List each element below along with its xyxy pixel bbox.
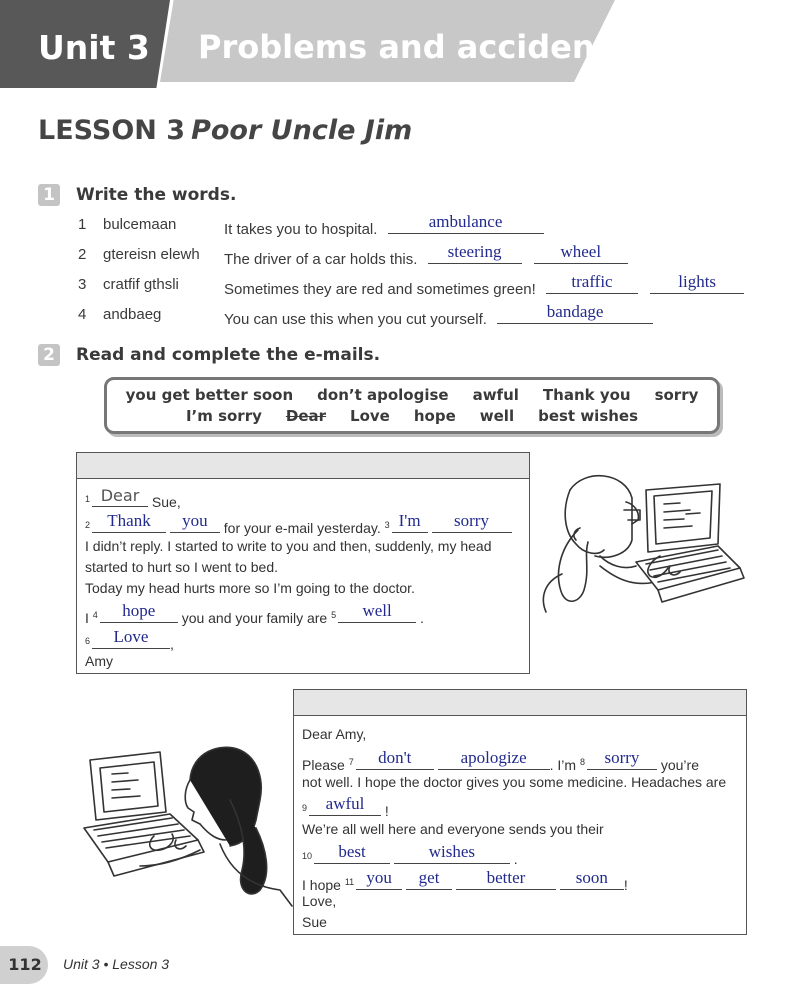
- answer-blank[interactable]: [456, 868, 556, 890]
- clue: The driver of a car holds this.: [224, 251, 418, 268]
- email-line: $^1$ Dear Sue,: [85, 486, 181, 510]
- answer-blank[interactable]: [438, 748, 550, 770]
- answer-blank[interactable]: [394, 842, 510, 864]
- unit-title: Problems and accidents: [198, 28, 629, 66]
- word-bank-item: Love: [350, 407, 390, 425]
- girl-typing-laptop-illustration: [80, 740, 295, 910]
- exercise-2-title: Read and complete the e-mails.: [76, 345, 381, 365]
- email-from-sue: [293, 689, 747, 935]
- email-from-amy: [76, 452, 530, 674]
- word-bank-item: best wishes: [538, 407, 639, 425]
- answer: sorry: [604, 748, 640, 767]
- answer-blank[interactable]: [388, 212, 544, 234]
- answer-blank[interactable]: [100, 601, 178, 623]
- email-line: Amy: [85, 653, 113, 669]
- answer-blank[interactable]: [170, 511, 220, 533]
- word-bank-item: well: [479, 407, 515, 425]
- scrambled-word: gtereisn elewh: [103, 246, 200, 263]
- answer-blank[interactable]: [392, 511, 428, 533]
- email-header-bar: [294, 690, 746, 716]
- footer-text: Unit 3 • Lesson 3: [63, 956, 170, 972]
- answer-blank[interactable]: [356, 868, 402, 890]
- answer: well: [362, 601, 392, 620]
- answer: you: [366, 868, 392, 887]
- answer: don't: [378, 748, 412, 767]
- answer: traffic: [571, 272, 613, 291]
- answer: Love: [113, 627, 149, 646]
- email-line: I $^4$ hope you and your family are $^5$ well .: [85, 601, 424, 626]
- word-bank-item: hope: [413, 407, 456, 425]
- answer-blank[interactable]: [309, 794, 381, 816]
- answer-blank[interactable]: [314, 842, 390, 864]
- answer: wheel: [560, 242, 602, 261]
- email-line: $^{10}$ best wishes .: [302, 842, 518, 867]
- answer: I'm: [398, 511, 421, 530]
- answer: lights: [678, 272, 717, 291]
- email-line: We’re all well here and everyone sends you their: [302, 821, 604, 837]
- answer: better: [486, 868, 526, 887]
- exercise-2-number: 2: [38, 344, 60, 366]
- email-line: started to hurt so I went to bed.: [85, 559, 278, 575]
- word-bank-line-2: [107, 407, 717, 425]
- email-line: Please $^7$ don't apologize . I’m $^8$ sorry you’re: [302, 748, 699, 773]
- item-number: 2: [78, 246, 87, 263]
- answer: steering: [447, 242, 502, 261]
- answer-blank[interactable]: [650, 272, 744, 294]
- exercise-1-title: Write the words.: [76, 185, 237, 205]
- word-bank-item: I’m sorry: [185, 407, 262, 425]
- answer-blank[interactable]: [560, 868, 624, 890]
- answer: sorry: [454, 511, 489, 530]
- word-bank-item: don’t apologise: [317, 386, 449, 404]
- answer-blank[interactable]: [432, 511, 512, 533]
- word-bank-item: you get better soon: [125, 386, 294, 404]
- scrambled-word: bulcemaan: [103, 216, 177, 233]
- word-bank-item: sorry: [654, 386, 699, 404]
- answer: awful: [325, 794, 365, 813]
- email-line: $^6$ Love ,: [85, 627, 174, 652]
- email-line: Love,: [302, 893, 337, 909]
- word-bank-item: Thank you: [542, 386, 631, 404]
- item-number: 4: [78, 306, 87, 323]
- answer: best: [338, 842, 366, 861]
- email-line: Sue: [302, 914, 327, 930]
- answer-blank[interactable]: [338, 601, 416, 623]
- answer: Thank: [107, 511, 151, 530]
- answer-blank[interactable]: [356, 748, 434, 770]
- word-bank: [104, 377, 720, 434]
- answer: hope: [122, 601, 156, 620]
- item-number: 3: [78, 276, 87, 293]
- answer: bandage: [546, 302, 604, 321]
- answer-blank[interactable]: [92, 627, 170, 649]
- answer-blank[interactable]: [587, 748, 657, 770]
- answer: soon: [575, 868, 608, 887]
- lesson-title: [38, 115, 412, 146]
- answer: you: [182, 511, 208, 530]
- answer: apologize: [460, 748, 527, 767]
- answer: Dear: [100, 486, 140, 505]
- girl-typing-laptop-illustration: [540, 470, 750, 620]
- email-line: Today my head hurts more so I’m going to the doctor.: [85, 580, 415, 596]
- scrambled-word: cratfif gthsli: [103, 276, 179, 293]
- answer-blank[interactable]: [497, 302, 653, 324]
- email-line: not well. I hope the doctor gives you some medicine. Headaches are: [302, 774, 727, 790]
- word-bank-item-crossed: Dear: [285, 407, 327, 425]
- scrambled-word: andbaeg: [103, 306, 162, 323]
- email-header-bar: [77, 453, 529, 479]
- item-number: 1: [78, 216, 87, 233]
- email-line: I hope $^{11}$ you get better soon !: [302, 868, 628, 893]
- word-bank-item: awful: [472, 386, 519, 404]
- page-number: 112: [0, 946, 48, 984]
- exercise-1-number: 1: [38, 184, 60, 206]
- word-bank-line-1: [107, 386, 717, 404]
- answer-blank[interactable]: [428, 242, 522, 264]
- answer: get: [418, 868, 440, 887]
- email-line: Dear Amy,: [302, 726, 367, 742]
- lesson-label: LESSON 3: [38, 115, 186, 146]
- answer: wishes: [428, 842, 476, 861]
- clue: It takes you to hospital.: [224, 221, 378, 238]
- clue: You can use this when you cut yourself.: [224, 311, 487, 328]
- unit-label: Unit 3: [38, 28, 150, 67]
- answer-blank[interactable]: [406, 868, 452, 890]
- email-line: I didn’t reply. I started to write to you and then, suddenly, my head: [85, 538, 492, 554]
- email-line: $^2$ Thank you for your e-mail yesterday. $^3$ I'm sorry: [85, 515, 512, 536]
- email-line: $^9$ awful !: [302, 794, 389, 819]
- clue: Sometimes they are red and sometimes green!: [224, 281, 536, 298]
- answer-blank[interactable]: [92, 511, 166, 533]
- answer: ambulance: [428, 212, 503, 231]
- lesson-subtitle: Poor Uncle Jim: [191, 115, 413, 146]
- answer-blank[interactable]: [534, 242, 628, 264]
- answer-blank[interactable]: [546, 272, 638, 294]
